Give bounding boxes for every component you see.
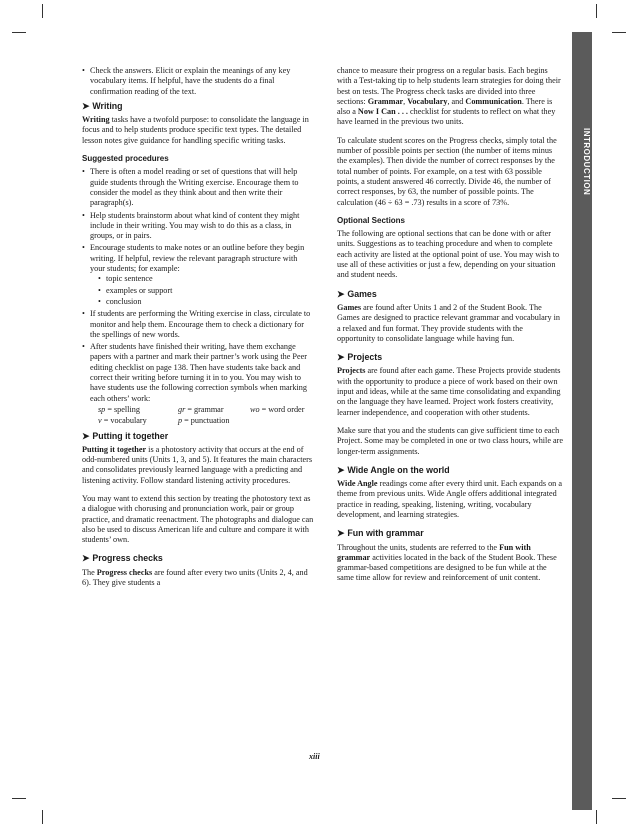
intro-bullet-list xyxy=(82,66,314,97)
crop-mark xyxy=(12,798,26,799)
list-item: • If students are performing the Writing exercise in class, circulate to monitor and help them. Encourage them to check a dictionary for the spellings of new words. xyxy=(82,309,314,340)
list-item: • There is often a model reading or set of questions that will help guide students through the Writing exercise. Encourage them to consider the model as they think about and then write their paragraph(s). xyxy=(82,167,314,208)
arrow-icon: ➤ xyxy=(337,288,345,299)
score-calculation-paragraph: To calculate student scores on the Progress checks, simply total the number of possible points per section (the number of items minus the examples). Then divide the number of correct responses by the total number of points. For example, on a test with 63 possible points, a student answered 46 correctly. Divide 46, the number of correct responses, by 63, the number of possible points. The calculation (46 ÷ 63 = .73) results in a score of 73%. xyxy=(337,135,557,207)
progress-continued-paragraph: chance to measure their progress on a regular basis. Each begins with a Test-taking tip to help students learn strategies for doing their best on tests. The Progress check tasks are divided into three sections: Grammar, Vocabulary, and Communication. There is also a Now I Can . . . checklist for students to reflect on what they have learned in the previous two units. xyxy=(337,66,561,127)
list-item: • Check the answers. Elicit or explain the meanings of any key vocabulary items. If helpful, have the students do a final confirmation reading of the text. xyxy=(82,66,314,97)
list-item: • examples or support xyxy=(98,286,314,296)
projects-paragraph-2: Make sure that you and the students can give sufficient time to each Project. Some may be completed in one or two class hours, while are longer-term assignments. xyxy=(337,425,564,456)
sidebar-label: INTRODUCTION xyxy=(582,128,591,196)
symbol-vocabulary: v = vocabulary xyxy=(98,416,147,426)
list-item: • Encourage students to make notes or an outline before they begin writing. If helpful, review the relevant paragraph structure with your students; for example: • topic sentence • examples or support • conclusion xyxy=(82,243,314,307)
procedures-list xyxy=(82,167,314,426)
arrow-icon: ➤ xyxy=(337,352,345,363)
subheading-optional-sections: Optional Sections xyxy=(337,215,406,225)
section-heading-writing: ➤ Writing xyxy=(82,100,123,111)
optional-paragraph: The following are optional sections that can be done with or after units. Suggestions as to teaching procedure and when to complete each activity are listed at the optional point of use. You may wish to use all of these activities or just a few, depending on your situation and student needs. xyxy=(337,229,560,280)
putting-paragraph: Putting it together is a photostory activity that occurs at the end of odd-numbered units (Units 1, 3, and 5). It features the main characters and consolidates previously learned language with a predicting and listening activity. Follow standard listening activity procedures. xyxy=(82,444,313,485)
section-heading-games: ➤ Games xyxy=(337,288,377,299)
symbol-spelling: sp = spelling xyxy=(98,404,140,414)
symbol-punctuation: p = punctuation xyxy=(178,416,230,426)
section-heading-fun-with-grammar: ➤ Fun with grammar xyxy=(337,528,424,539)
left-column xyxy=(82,66,314,596)
sub-bullet-list xyxy=(90,274,314,307)
projects-paragraph: Projects are found after each game. These Projects provide students with the opportunity to produce a piece of work based on their own input and ideas, while at the same time consolidating and expanding on the language they have learned. Project work fosters creativity, learner independence, and cooperation with other students. xyxy=(337,366,561,417)
list-item: • conclusion xyxy=(98,297,314,307)
right-column xyxy=(337,66,563,592)
progress-paragraph: The Progress checks are found after every two units (Units 2, 4, and 6). They give students a xyxy=(82,567,308,588)
crop-mark xyxy=(612,798,626,799)
section-heading-progress-checks: ➤ Progress checks xyxy=(82,553,163,564)
putting-paragraph-2: You may want to extend this section by treating the photostory text as a dialogue with chorusing and pronunciation work, pair or group practice, and dramatic reenactment. The photographs and dialogue can also be used to discuss American life and culture and compare it with students’ own. xyxy=(82,493,314,545)
correction-symbols-row xyxy=(90,416,314,426)
writing-paragraph: Writing tasks have a twofold purpose: to consolidate the language in focus and to help students produce specific text types. The detailed lesson notes give guidance for handling specific writing tasks. xyxy=(82,115,309,145)
symbol-grammar: gr = grammar xyxy=(178,404,224,414)
games-paragraph: Games are found after Units 1 and 2 of the Student Book. The Games are designed to practice relevant grammar and vocabulary in a relaxed and fun format. They provide students with the opportunity to consolidate language while having fun. xyxy=(337,302,561,343)
page-number: xiii xyxy=(309,752,320,761)
crop-mark xyxy=(596,810,597,824)
arrow-icon: ➤ xyxy=(82,100,90,111)
arrow-icon: ➤ xyxy=(337,528,345,539)
section-heading-projects: ➤ Projects xyxy=(337,352,383,363)
arrow-icon: ➤ xyxy=(82,553,90,564)
section-heading-putting-it-together: ➤ Putting it together xyxy=(82,430,169,441)
list-item: • topic sentence xyxy=(98,274,314,284)
arrow-icon: ➤ xyxy=(82,430,90,441)
arrow-icon: ➤ xyxy=(337,464,345,475)
section-heading-wide-angle: ➤ Wide Angle on the world xyxy=(337,464,450,475)
crop-mark xyxy=(42,810,43,824)
fun-with-grammar-paragraph: Throughout the units, students are referred to the Fun with grammar activities located in the back of the Student Book. These grammar-based competitions are designed to be fun while at the same time allow for review and reinforcement of unit content. xyxy=(337,542,557,583)
list-item: • After students have finished their writing, have them exchange papers with a partner and mark their partner’s work using the Peer editing checklist on page 138. Then have students take back and correct their writing before turning it in to you. You may wish to have students use the following correction symbols when marking each others’ work: sp = spelling gr = grammar wo = word order v = vocabulary p = punctuation xyxy=(82,342,314,426)
subheading-suggested-procedures: Suggested procedures xyxy=(82,154,169,164)
crop-mark xyxy=(612,32,626,33)
crop-mark xyxy=(12,32,26,33)
symbol-word-order: wo = word order xyxy=(250,404,305,414)
crop-mark xyxy=(596,4,597,18)
list-item: • Help students brainstorm about what kind of content they might include in their writing. You may wish to do this as a class, in groups, or in pairs. xyxy=(82,211,314,242)
crop-mark xyxy=(42,4,43,18)
wide-angle-paragraph: Wide Angle readings come after every third unit. Each expands on a theme from previous units. Wide Angle offers additional integrated practice in reading, speaking, listening, writing, vocabulary development, and learning strategies. xyxy=(337,479,562,519)
correction-symbols-row xyxy=(90,405,314,415)
